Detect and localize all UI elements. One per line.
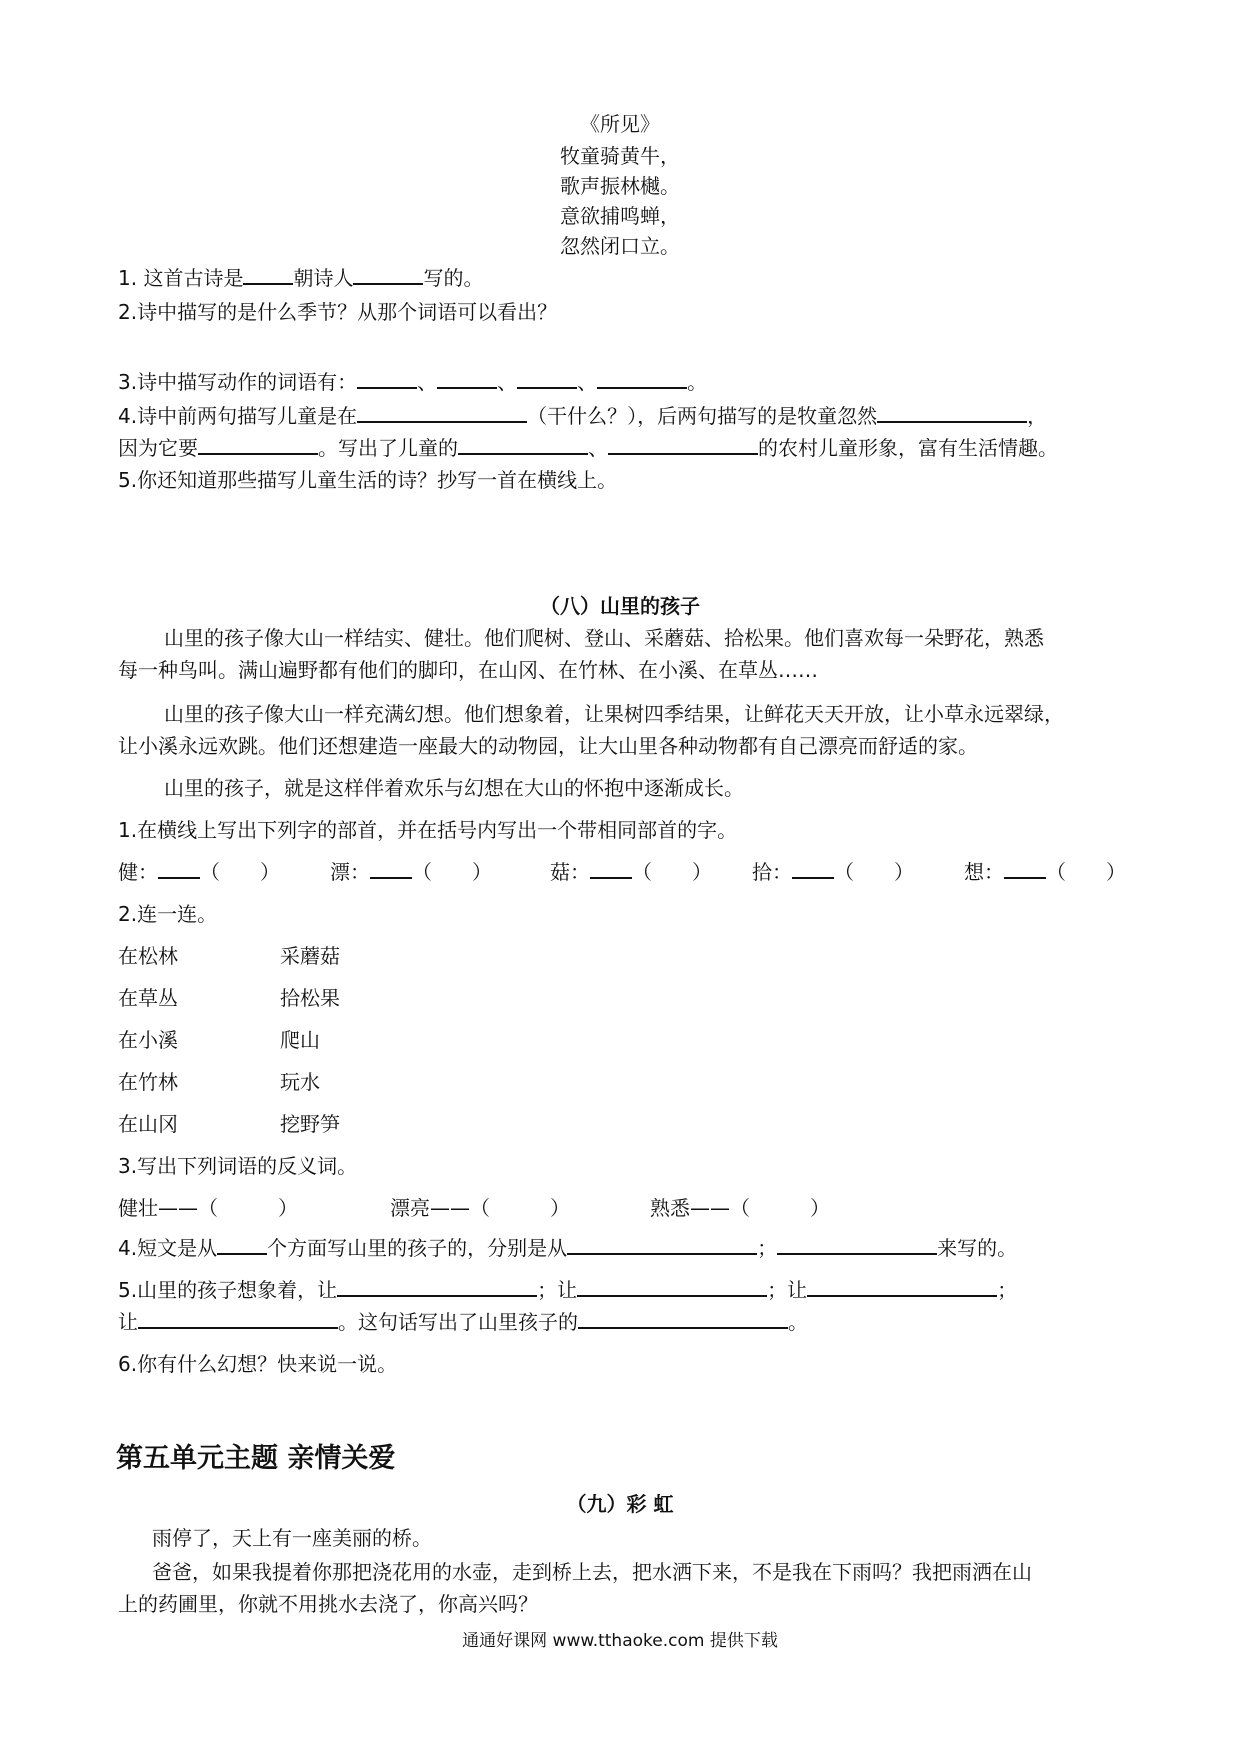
section-8-title: （八）山里的孩子 xyxy=(540,594,700,618)
blank[interactable] xyxy=(1004,859,1046,879)
blank[interactable] xyxy=(567,1235,757,1255)
match-right-item[interactable]: 玩水 xyxy=(280,1070,320,1094)
blank[interactable] xyxy=(357,369,417,389)
blank[interactable] xyxy=(792,859,834,879)
s8-paragraph-2a: 山里的孩子像大山一样充满幻想。他们想象着，让果树四季结果，让鲜花天天开放，让小草永远翠绿， xyxy=(164,702,1064,726)
poem-question-4: 4.诗中前两句描写儿童是在 （干什么？），后两句描写的是牧童忽然 ， xyxy=(118,404,1048,428)
unit-heading: 第五单元主题 亲情关爱 xyxy=(116,1443,396,1474)
match-left-item[interactable]: 在竹林 xyxy=(118,1070,178,1094)
poem-line-1: 牧童骑黄牛， xyxy=(560,144,680,168)
blank[interactable] xyxy=(337,1277,537,1297)
poem-question-3: 3.诗中描写动作的词语有： 、 、 、 。 xyxy=(118,370,708,394)
blank[interactable] xyxy=(217,1235,267,1255)
blank[interactable] xyxy=(138,1309,338,1329)
s8-paragraph-1a: 山里的孩子像大山一样结实、健壮。他们爬树、登山、采蘑菇、拾松果。他们喜欢每一朵野花，熟悉 xyxy=(164,626,1044,650)
s9-paragraph-1: 雨停了，天上有一座美丽的桥。 xyxy=(152,1526,432,1550)
radical-item: 想： （ ） xyxy=(964,860,1126,884)
match-right-item[interactable]: 挖野笋 xyxy=(280,1112,340,1136)
match-right-item[interactable]: 采蘑菇 xyxy=(280,944,340,968)
poem-line-4: 忽然闭口立。 xyxy=(560,234,680,258)
s8-question-5: 5.山里的孩子想象着，让 ；让 ；让 ； xyxy=(118,1278,1018,1302)
poem-line-3: 意欲捕鸣蝉， xyxy=(560,204,680,228)
blank[interactable] xyxy=(243,265,293,285)
s8-question-4: 4.短文是从 个方面写山里的孩子的，分别是从 ； 来写的。 xyxy=(118,1236,1018,1260)
s8-question-2: 2.连一连。 xyxy=(118,902,218,926)
radical-item: 漂： （ ） xyxy=(330,860,492,884)
blank[interactable] xyxy=(357,403,527,423)
s8-paragraph-1b: 每一种鸟叫。满山遍野都有他们的脚印，在山冈、在竹林、在小溪、在草丛…… xyxy=(118,658,818,682)
match-left-item[interactable]: 在草丛 xyxy=(118,986,178,1010)
blank[interactable] xyxy=(807,1277,997,1297)
blank[interactable] xyxy=(437,369,497,389)
blank[interactable] xyxy=(158,859,200,879)
blank[interactable] xyxy=(590,859,632,879)
blank[interactable] xyxy=(877,403,1027,423)
poem-line-2: 歌声振林樾。 xyxy=(560,174,680,198)
blank[interactable] xyxy=(608,435,758,455)
s9-paragraph-2b: 上的药圃里，你就不用挑水去浇了，你高兴吗？ xyxy=(118,1592,538,1616)
match-left-item[interactable]: 在松林 xyxy=(118,944,178,968)
page-footer: 通通好课网 www.tthaoke.com 提供下载 xyxy=(462,1631,778,1651)
blank[interactable] xyxy=(578,1309,788,1329)
radical-item: 健： （ ） xyxy=(118,860,280,884)
s8-paragraph-2b: 让小溪永远欢跳。他们还想建造一座最大的动物园，让大山里各种动物都有自己漂亮而舒适的家。 xyxy=(118,734,978,758)
s8-question-6: 6.你有什么幻想？快来说一说。 xyxy=(118,1352,398,1376)
blank[interactable] xyxy=(517,369,577,389)
blank[interactable] xyxy=(198,435,318,455)
poem-title: 《所见》 xyxy=(580,112,660,136)
match-left-item[interactable]: 在小溪 xyxy=(118,1028,178,1052)
section-9-title: （九）彩 虹 xyxy=(566,1492,674,1516)
s9-paragraph-2a: 爸爸，如果我提着你那把浇花用的水壶，走到桥上去，把水洒下来，不是我在下雨吗？我把雨洒在山 xyxy=(152,1560,1032,1584)
match-left-item[interactable]: 在山冈 xyxy=(118,1112,178,1136)
s8-question-1: 1.在横线上写出下列字的部首，并在括号内写出一个带相同部首的字。 xyxy=(118,818,738,842)
radical-item: 拾： （ ） xyxy=(752,860,914,884)
s8-paragraph-3: 山里的孩子，就是这样伴着欢乐与幻想在大山的怀抱中逐渐成长。 xyxy=(164,776,744,800)
antonym-item: 熟悉——（ ） xyxy=(650,1196,830,1220)
poem-question-2: 2.诗中描写的是什么季节？从那个词语可以看出？ xyxy=(118,300,558,324)
match-right-item[interactable]: 拾松果 xyxy=(280,986,340,1010)
blank[interactable] xyxy=(777,1235,937,1255)
poem-question-4-cont: 因为它要 。写出了儿童的 、 的农村儿童形象，富有生活情趣。 xyxy=(118,436,1058,460)
blank[interactable] xyxy=(458,435,588,455)
blank[interactable] xyxy=(597,369,687,389)
blank[interactable] xyxy=(370,859,412,879)
blank[interactable] xyxy=(353,265,423,285)
blank[interactable] xyxy=(577,1277,767,1297)
antonym-item: 漂亮——（ ） xyxy=(390,1196,570,1220)
s8-question-3: 3.写出下列词语的反义词。 xyxy=(118,1154,358,1178)
poem-question-1: 1. 这首古诗是 朝诗人 写的。 xyxy=(118,266,484,290)
radical-item: 菇： （ ） xyxy=(550,860,712,884)
poem-question-5: 5.你还知道那些描写儿童生活的诗？抄写一首在横线上。 xyxy=(118,468,618,492)
antonym-item: 健壮——（ ） xyxy=(118,1196,298,1220)
s8-question-5-cont: 让 。这句话写出了山里孩子的 。 xyxy=(118,1310,808,1334)
match-right-item[interactable]: 爬山 xyxy=(280,1028,320,1052)
